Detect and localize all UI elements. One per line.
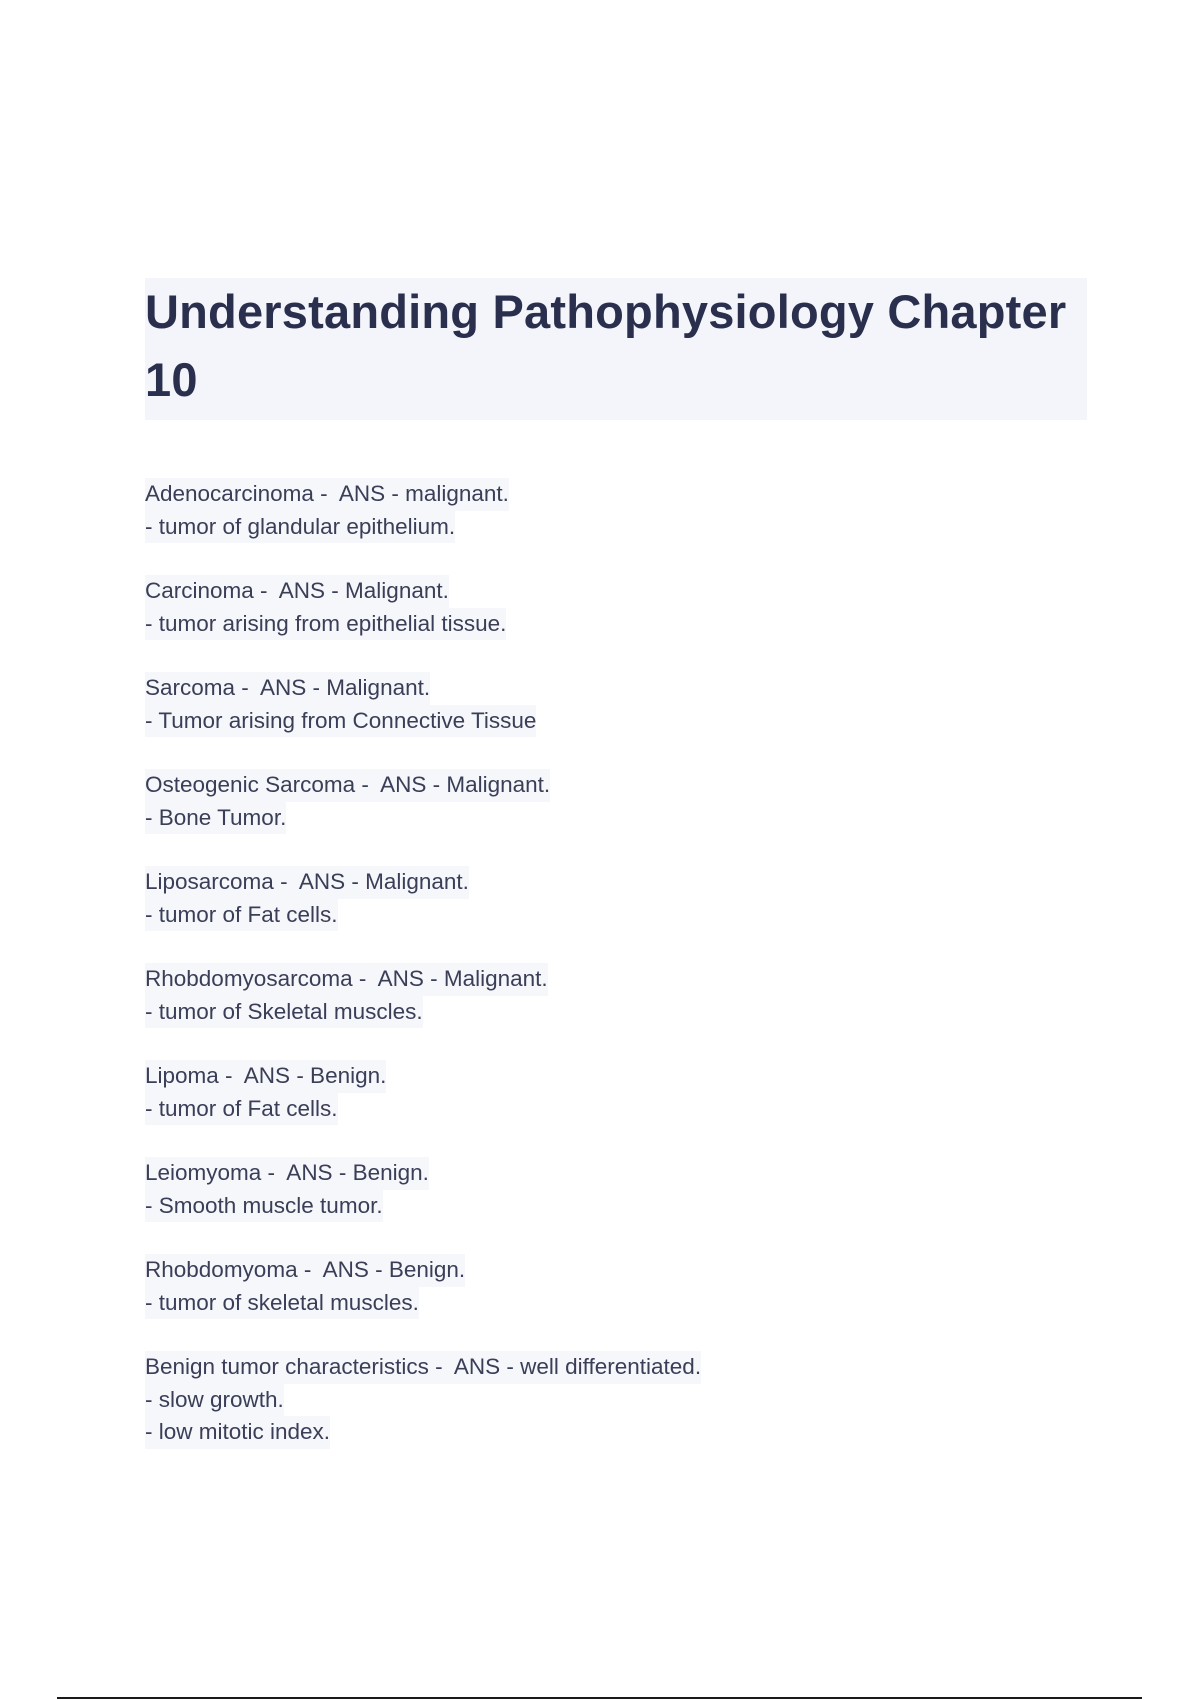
flashcard-entry-rhobdomyosarcoma [145,963,1045,1028]
entry-detail: - tumor of Skeletal muscles. [145,996,423,1029]
entry-term-answer: Liposarcoma - ANS - Malignant. [145,866,469,899]
entry-detail: - slow growth. [145,1384,284,1417]
entry-term-answer: Leiomyoma - ANS - Benign. [145,1157,429,1190]
flashcard-list [145,478,1045,1481]
entry-term-answer: Sarcoma - ANS - Malignant. [145,672,430,705]
entry-term-answer: Rhobdomyoma - ANS - Benign. [145,1254,465,1287]
entry-detail: - tumor of Fat cells. [145,1093,338,1126]
flashcard-entry-sarcoma [145,672,1045,737]
flashcard-entry-leiomyoma [145,1157,1045,1222]
entry-term-answer: Lipoma - ANS - Benign. [145,1060,386,1093]
footer-divider [57,1697,1142,1699]
entry-detail: - tumor of skeletal muscles. [145,1287,419,1320]
flashcard-entry-lipoma [145,1060,1045,1125]
entry-detail: - Bone Tumor. [145,802,286,835]
flashcard-entry-osteogenic-sarcoma [145,769,1045,834]
entry-term-answer: Adenocarcinoma - ANS - malignant. [145,478,509,511]
entry-term-answer: Benign tumor characteristics - ANS - well differentiated. [145,1351,701,1384]
page-title: Understanding Pathophysiology Chapter 10 [145,285,1067,406]
flashcard-entry-benign-tumor-characteristics [145,1351,1045,1449]
entry-detail: - tumor of Fat cells. [145,899,338,932]
entry-detail: - low mitotic index. [145,1416,330,1449]
title-block [145,278,1087,420]
flashcard-entry-rhobdomyoma [145,1254,1045,1319]
entry-detail: - Tumor arising from Connective Tissue [145,705,536,738]
flashcard-entry-liposarcoma [145,866,1045,931]
flashcard-entry-carcinoma [145,575,1045,640]
entry-detail: - Smooth muscle tumor. [145,1190,383,1223]
entry-detail: - tumor of glandular epithelium. [145,511,455,544]
entry-term-answer: Osteogenic Sarcoma - ANS - Malignant. [145,769,550,802]
entry-term-answer: Carcinoma - ANS - Malignant. [145,575,449,608]
flashcard-entry-adenocarcinoma [145,478,1045,543]
entry-detail: - tumor arising from epithelial tissue. [145,608,506,641]
entry-term-answer: Rhobdomyosarcoma - ANS - Malignant. [145,963,548,996]
